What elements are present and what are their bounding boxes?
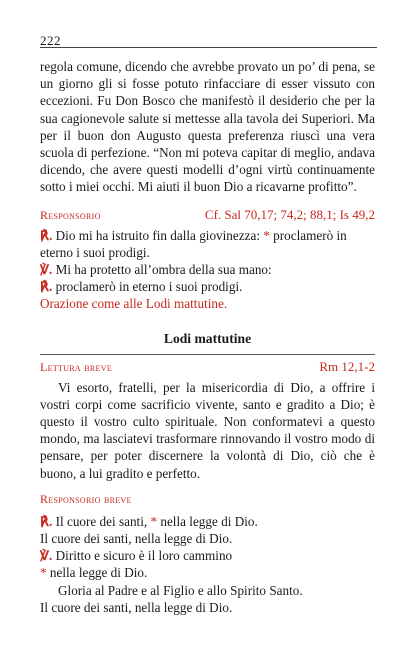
rb-line4-text: nella legge di Dio. (49, 565, 148, 581)
lettura-reference: Rm 12,1-2 (319, 358, 375, 374)
page-content (40, 58, 375, 616)
v-text: Mi ha protetto all’ombra della sua mano: (55, 262, 272, 278)
page-number: 222 (40, 33, 61, 48)
header-rule (40, 47, 377, 48)
lettura-label: Lettura breve (40, 359, 113, 374)
star-mark: * (150, 513, 158, 529)
lettura-text: Vi esorto, fratelli, per la misericordia di Dio, a offrire i vostri corpi come sacrificio vivente, santo e gradito a Dio; è questo il vostro culto spirituale. Non conformatevi a questo mondo, ma lasciatevi trasformare rinnovando il vostro modo di pensare, per poter discernere la volontà di Dio, ciò che è buono, a lui gradito e perfetto. (40, 379, 375, 481)
versicle-symbol: ℣. (40, 262, 53, 278)
rb-line4 (40, 564, 375, 581)
star-mark: * (40, 565, 47, 581)
response-symbol: ℟. (40, 279, 53, 295)
rb-line1 (40, 513, 375, 530)
section-divider (40, 354, 375, 355)
rb-line2: Il cuore dei santi, nella legge di Dio. (40, 531, 233, 547)
intro-paragraph: regola comune, dicendo che avrebbe provato un po’ di pena, se un giorno gli si fosse potuto rinfacciare di esser vissuto con eccezioni. Fu Don Bosco che manifestò il desiderio che per la sua cagionevole salute si mettesse alla tavola dei Superiori. Ma per il buon don Augusto questa preferenza riuscì una vera scuola di perfezione. “Non mi poteva capitar di meglio, andava dicendo, che avere questi modelli d’ogni virtù continuamente sotto i miei occhi. Mi aiuti il buon Dio a ricavarne profitto”. (40, 59, 375, 195)
responsorio-heading (40, 206, 375, 224)
rb-line3 (40, 547, 375, 564)
responsorio-label: Responsorio (40, 207, 101, 222)
responsorio-reference: Cf. Sal 70,17; 74,2; 88,1; Is 49,2 (204, 206, 375, 222)
rb-line1a: Il cuore dei santi, (55, 513, 148, 529)
responsorio-breve-label: Responsorio breve (40, 491, 132, 506)
response-symbol: ℟. (40, 227, 53, 243)
responsorio-breve-heading (40, 491, 375, 508)
r2-text: proclamerò in eterno i suoi prodigi. (55, 279, 243, 295)
r1-text-continued: proclamerò in eterno i suoi prodigi. (40, 227, 347, 260)
versicle-symbol: ℣. (40, 548, 53, 564)
orazione-note: Orazione come alle Lodi mattutine. (40, 296, 228, 312)
rb-line1b: nella legge di Dio. (160, 513, 258, 529)
r1-text: Dio mi ha istruito fin dalla giovinezza: (55, 227, 260, 243)
responsorio-v (40, 261, 375, 278)
rb-line6: Il cuore dei santi, nella legge di Dio. (40, 599, 233, 615)
section-title: Lodi mattutine (163, 330, 252, 346)
rb-line5: Gloria al Padre e al Figlio e allo Spirito Santo. (58, 582, 303, 598)
response-symbol: ℟. (40, 513, 53, 529)
star-mark: * (263, 227, 270, 243)
responsorio-r1 (40, 227, 375, 261)
lettura-heading (40, 358, 375, 376)
responsorio-r2 (40, 278, 375, 295)
rb-line3-text: Diritto e sicuro è il loro cammino (55, 548, 233, 564)
